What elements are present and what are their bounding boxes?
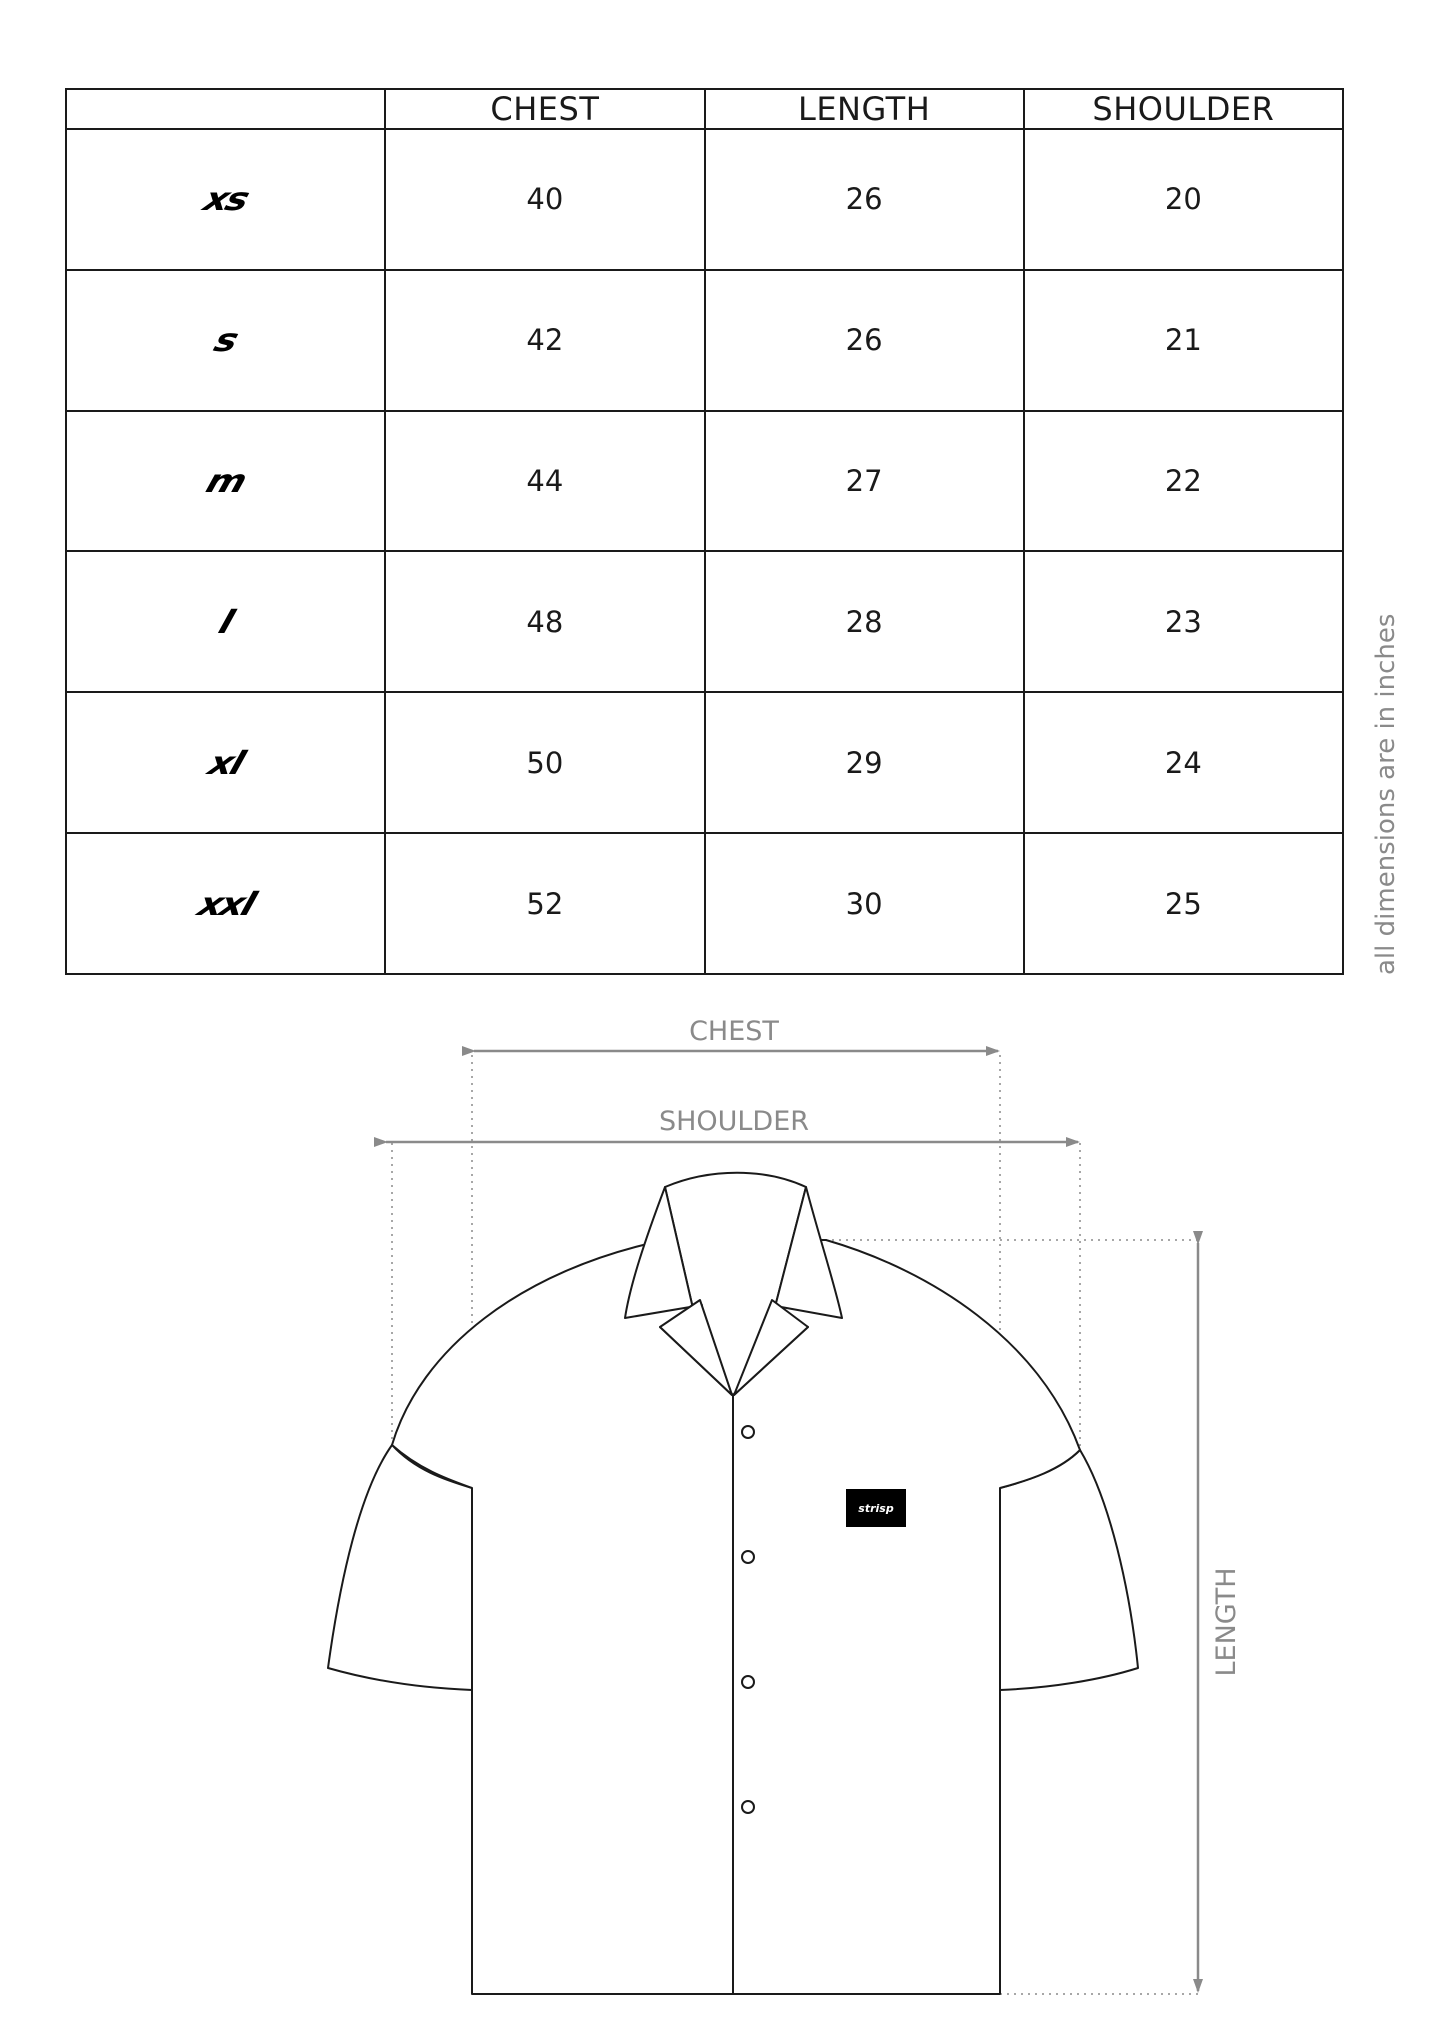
length-value: 28 (705, 551, 1024, 692)
patch-logo-text: strisp (858, 1502, 894, 1515)
size-label-xl: xl (203, 743, 248, 782)
left-sleeve (328, 1445, 472, 1690)
length-value: 30 (705, 833, 1024, 974)
shoulder-value: 21 (1024, 270, 1343, 411)
length-value: 27 (705, 411, 1024, 552)
size-label-xs: xs (198, 180, 253, 219)
shoulder-value: 23 (1024, 551, 1343, 692)
length-value: 29 (705, 692, 1024, 833)
shoulder-value: 25 (1024, 833, 1343, 974)
header-cell-length: LENGTH (705, 89, 1024, 129)
length-dimension-label: LENGTH (1211, 1567, 1242, 1677)
shoulder-value: 22 (1024, 411, 1343, 552)
chest-value: 44 (385, 411, 704, 552)
header-cell-shoulder: SHOULDER (1024, 89, 1343, 129)
chest-value: 42 (385, 270, 704, 411)
chest-value: 50 (385, 692, 704, 833)
shoulder-value: 20 (1024, 129, 1343, 270)
length-value: 26 (705, 129, 1024, 270)
size-label-m: m (201, 462, 250, 501)
chest-logo-patch (846, 1489, 906, 1527)
header-cell-chest: CHEST (385, 89, 704, 129)
right-sleeve (1000, 1450, 1138, 1690)
units-footnote: all dimensions are in inches (1371, 613, 1401, 975)
chest-value: 52 (385, 833, 704, 974)
button (742, 1676, 754, 1688)
size-label-s: s (209, 321, 242, 360)
button (742, 1801, 754, 1813)
shoulder-value: 24 (1024, 692, 1343, 833)
button (742, 1426, 754, 1438)
button (742, 1551, 754, 1563)
shirt-illustration (328, 1173, 1138, 1994)
size-label-l: l (214, 602, 237, 641)
chest-value: 40 (385, 129, 704, 270)
chest-dimension-label: CHEST (689, 1016, 779, 1047)
chest-value: 48 (385, 551, 704, 692)
length-value: 26 (705, 270, 1024, 411)
shoulder-dimension-label: SHOULDER (658, 1106, 810, 1137)
size-label-xxl: xxl (192, 884, 259, 923)
